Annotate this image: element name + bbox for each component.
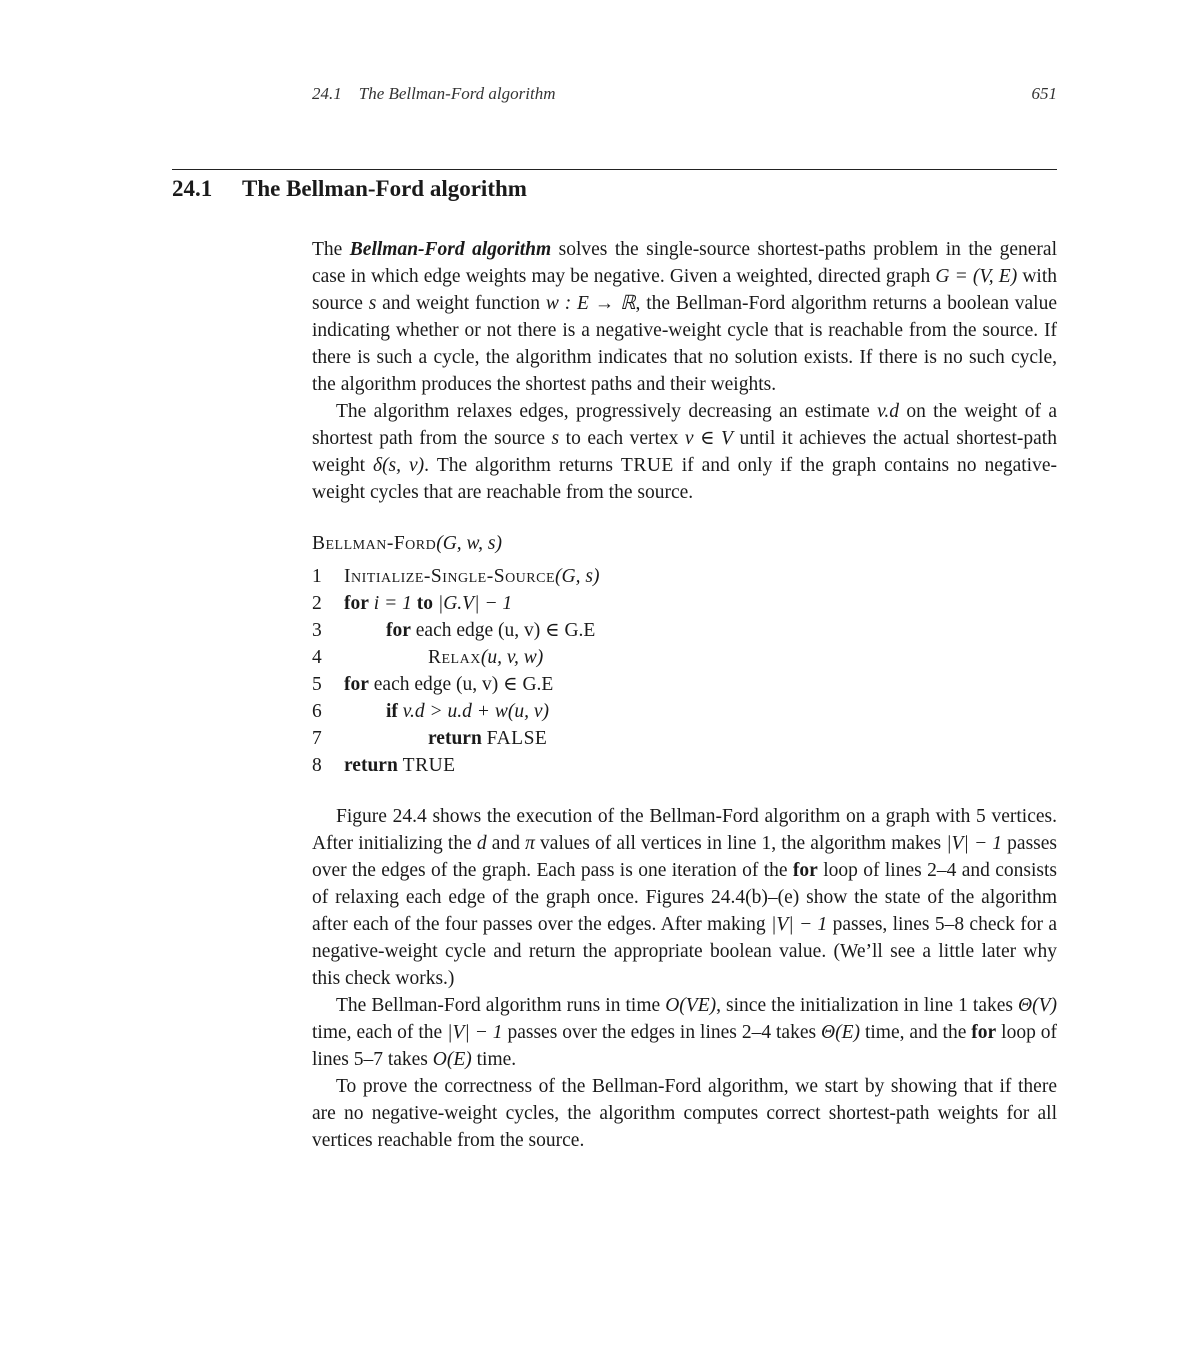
code-text bbox=[344, 617, 595, 644]
line-number: 5 bbox=[312, 674, 322, 695]
math: v.d bbox=[877, 401, 899, 422]
code-expr: each edge (u, v) ∈ G.E bbox=[368, 674, 554, 695]
section-heading bbox=[172, 176, 527, 202]
math: δ(s, v) bbox=[373, 455, 425, 476]
keyword: to bbox=[416, 593, 433, 614]
code-expr: |G.V| − 1 bbox=[432, 593, 513, 614]
math: Θ(E) bbox=[821, 1022, 861, 1043]
math: O(VE) bbox=[665, 995, 717, 1016]
code-args: (u, v, w) bbox=[480, 647, 544, 668]
text-run: time, each of the bbox=[312, 1022, 448, 1043]
line-number: 7 bbox=[312, 728, 322, 749]
text-run: values of all vertices in line 1, the algorithm makes bbox=[534, 833, 947, 854]
procedure-name: Initialize-Single-Source bbox=[344, 566, 556, 587]
text-run: The algorithm relaxes edges, progressively decreasing an estimate bbox=[336, 401, 878, 422]
line-number: 8 bbox=[312, 755, 322, 776]
text-run: loop of lines 2–4 and consists of relaxing each edge of the graph once. Figures 24.4(b)–(e) show the state of the algorithm after each of the four passes over the edges. After making bbox=[312, 860, 1057, 935]
paragraph-5: To prove the correctness of the Bellman-Ford algorithm, we start by showing that if there are no negative-weight cycles, the algorithm computes correct shortest-path weights for all vertices reachable from the source. bbox=[312, 1076, 1057, 1151]
line-number: 4 bbox=[312, 647, 322, 668]
text-run: Figure 24.4 shows the execution of the Bellman-Ford algorithm on a graph with 5 vertices. After initializing the bbox=[312, 806, 1057, 854]
body-text bbox=[312, 236, 1057, 1154]
small-caps-constant: TRUE bbox=[620, 455, 674, 476]
text-run: on the weight of a shortest path from the source bbox=[312, 401, 1057, 449]
algorithm-header bbox=[312, 530, 1057, 558]
math: |V| − 1 bbox=[946, 833, 1003, 854]
paragraph-1 bbox=[312, 236, 1057, 398]
math: v ∈ V bbox=[684, 428, 733, 449]
code-expr: i = 1 bbox=[368, 593, 417, 614]
keyword: for bbox=[792, 860, 818, 881]
code-text bbox=[344, 752, 456, 779]
code-line bbox=[312, 563, 1057, 590]
code-expr: v.d > u.d + w(u, v) bbox=[397, 701, 549, 722]
text-run: and weight function bbox=[376, 293, 546, 314]
text-run: solves the single-source shortest-paths problem in the general case in which edge weights may be negative. Given a weighted, directed graph bbox=[312, 239, 1057, 287]
code-text bbox=[344, 671, 553, 698]
code-text bbox=[344, 698, 549, 725]
text-run: time. bbox=[471, 1049, 517, 1070]
code-line bbox=[312, 698, 1057, 725]
algorithm-block bbox=[312, 530, 1057, 779]
paragraph-2 bbox=[312, 398, 1057, 506]
code-line bbox=[312, 671, 1057, 698]
paragraph-3 bbox=[312, 803, 1057, 992]
code-expr: each edge (u, v) ∈ G.E bbox=[410, 620, 596, 641]
page-number: 651 bbox=[1031, 84, 1057, 103]
procedure-name: Relax bbox=[428, 647, 481, 668]
code-line bbox=[312, 725, 1057, 752]
text-run: The bbox=[312, 239, 350, 260]
small-caps-constant: FALSE bbox=[486, 728, 548, 749]
keyword: for bbox=[344, 674, 369, 695]
math: Θ(V) bbox=[1018, 995, 1058, 1016]
section-title: The Bellman-Ford algorithm bbox=[242, 176, 527, 201]
section-number: 24.1 bbox=[172, 176, 213, 201]
text-run: passes over the edges of the graph. Each pass is one iteration of the bbox=[312, 833, 1058, 881]
text-run: loop of lines 5–7 takes bbox=[312, 1022, 1057, 1070]
paragraph-4 bbox=[312, 992, 1057, 1073]
math: s bbox=[551, 428, 560, 449]
text-run: . The algorithm returns bbox=[424, 455, 621, 476]
code-text bbox=[344, 644, 543, 671]
text-run: , the Bellman-Ford algorithm returns a boolean value indicating whether or not there is a negative-weight cycle that is reachable from the source. If there is such a cycle, the algorithm indicates that no solution exists. If there is no such cycle, the algorithm produces the shortest paths and their weights. bbox=[312, 293, 1057, 395]
code-text bbox=[344, 590, 512, 617]
keyword: for bbox=[971, 1022, 997, 1043]
text-run: , since the initialization in line 1 takes bbox=[716, 995, 1019, 1016]
defined-term: Bellman-Ford algorithm bbox=[349, 239, 552, 260]
text-run: to each vertex bbox=[559, 428, 685, 449]
code-text bbox=[344, 563, 599, 590]
keyword: return bbox=[344, 755, 398, 776]
math: d bbox=[476, 833, 487, 854]
keyword: return bbox=[428, 728, 482, 749]
text-run: passes over the edges in lines 2–4 takes bbox=[502, 1022, 822, 1043]
text-run: time, and the bbox=[860, 1022, 972, 1043]
math: π bbox=[525, 833, 535, 854]
text-run: passes, lines 5–8 check for a negative-weight cycle and return the appropriate boolean value. (We’ll see a little later why this check works.) bbox=[312, 914, 1057, 989]
text-run: until it achieves the actual shortest-path weight bbox=[312, 428, 1057, 476]
text-run: if and only if the graph contains no negative-weight cycles that are reachable from the source. bbox=[312, 455, 1057, 503]
algorithm-name: Bellman-Ford bbox=[312, 533, 437, 554]
code-text bbox=[344, 725, 547, 752]
keyword: for bbox=[344, 593, 369, 614]
code-line bbox=[312, 644, 1057, 671]
small-caps-constant: TRUE bbox=[402, 755, 456, 776]
math: O(E) bbox=[432, 1049, 472, 1070]
line-number: 1 bbox=[312, 566, 322, 587]
text-run: with source bbox=[312, 266, 1058, 314]
code-line bbox=[312, 590, 1057, 617]
keyword: for bbox=[386, 620, 411, 641]
math: |V| − 1 bbox=[770, 914, 828, 935]
keyword: if bbox=[386, 701, 398, 722]
algorithm-args: (G, w, s) bbox=[436, 533, 502, 554]
code-args: (G, s) bbox=[555, 566, 600, 587]
text-run: and bbox=[486, 833, 526, 854]
code-line bbox=[312, 617, 1057, 644]
code-line bbox=[312, 752, 1057, 779]
math: w : E → ℝ bbox=[545, 293, 636, 314]
line-number: 6 bbox=[312, 701, 322, 722]
math: |V| − 1 bbox=[447, 1022, 503, 1043]
math: G = (V, E) bbox=[935, 266, 1018, 287]
running-head-title: 24.1 The Bellman-Ford algorithm bbox=[312, 84, 556, 103]
running-head bbox=[312, 84, 1057, 104]
line-number: 2 bbox=[312, 593, 322, 614]
line-number: 3 bbox=[312, 620, 322, 641]
section-rule bbox=[172, 169, 1057, 170]
math: s bbox=[368, 293, 377, 314]
text-run: The Bellman-Ford algorithm runs in time bbox=[336, 995, 666, 1016]
